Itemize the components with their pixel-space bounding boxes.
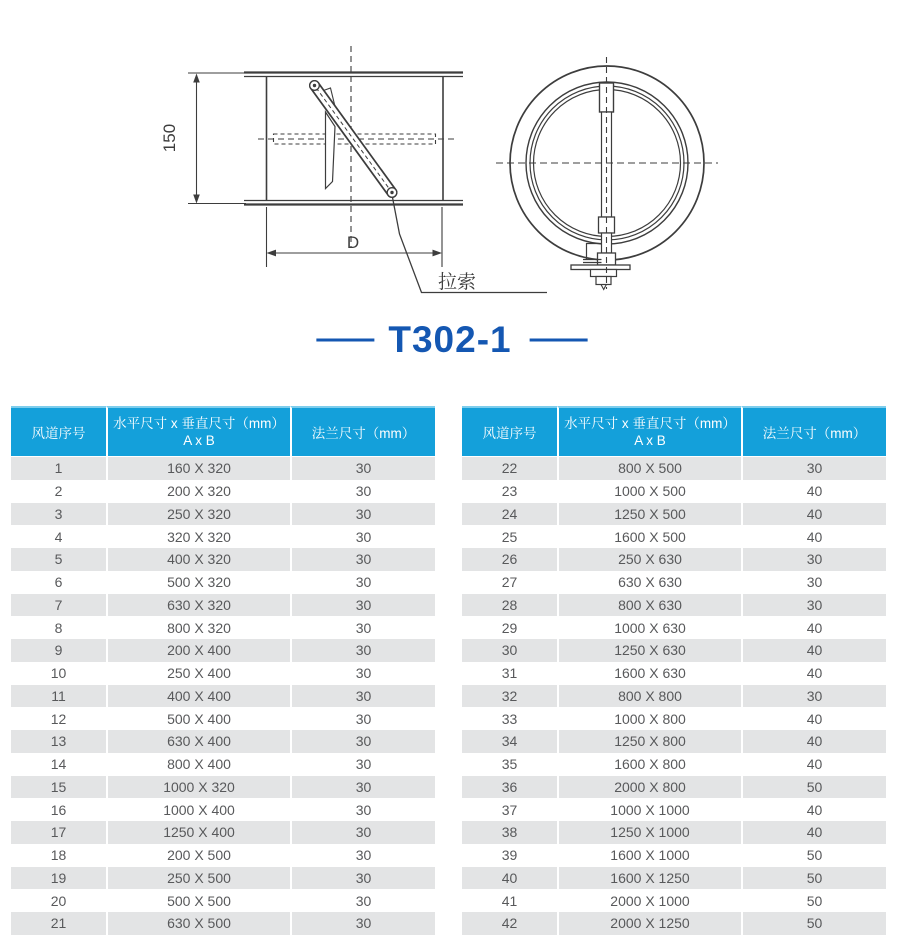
column-header-duct-index: 风道序号 — [11, 406, 106, 457]
duct-index-cell: 18 — [11, 844, 106, 867]
table-header — [11, 406, 435, 457]
size-cell: 1250 X 800 — [557, 730, 741, 753]
size-cell: 2000 X 1250 — [557, 912, 741, 935]
height-dimension-label: 150 — [160, 123, 179, 153]
flange-cell: 30 — [741, 594, 886, 617]
duct-index-cell: 4 — [11, 525, 106, 548]
table-row — [11, 753, 435, 776]
flange-cell: 30 — [290, 685, 435, 708]
flange-cell: 40 — [741, 503, 886, 526]
size-cell: 1250 X 400 — [106, 821, 290, 844]
column-header-flange: 法兰尺寸（mm） — [741, 406, 886, 457]
flange-cell: 30 — [741, 685, 886, 708]
table-row — [11, 503, 435, 526]
duct-index-cell: 23 — [462, 480, 557, 503]
height-dimension — [188, 73, 246, 204]
size-cell: 160 X 320 — [106, 457, 290, 480]
size-cell: 2000 X 1000 — [557, 889, 741, 912]
size-table-right — [462, 406, 886, 935]
flange-cell: 30 — [741, 571, 886, 594]
size-cell: 1600 X 800 — [557, 753, 741, 776]
table-row — [11, 685, 435, 708]
flange-cell: 30 — [290, 707, 435, 730]
duct-index-cell: 28 — [462, 594, 557, 617]
table-row — [462, 889, 886, 912]
size-cell: 1000 X 630 — [557, 616, 741, 639]
duct-index-cell: 29 — [462, 616, 557, 639]
table-row — [11, 616, 435, 639]
size-cell: 800 X 500 — [557, 457, 741, 480]
table-row — [11, 776, 435, 799]
table-row — [462, 457, 886, 480]
table-row — [462, 844, 886, 867]
size-cell: 630 X 630 — [557, 571, 741, 594]
duct-index-cell: 12 — [11, 707, 106, 730]
duct-index-cell: 2 — [11, 480, 106, 503]
duct-index-cell: 22 — [462, 457, 557, 480]
duct-index-cell: 42 — [462, 912, 557, 935]
size-header-line1: 水平尺寸 x 垂直尺寸（mm） — [113, 416, 285, 431]
duct-index-cell: 5 — [11, 548, 106, 571]
table-row — [11, 798, 435, 821]
flange-cell: 30 — [290, 548, 435, 571]
duct-index-cell: 35 — [462, 753, 557, 776]
size-cell: 1600 X 1000 — [557, 844, 741, 867]
size-cell: 500 X 320 — [106, 571, 290, 594]
size-cell: 630 X 500 — [106, 912, 290, 935]
flange-cell: 30 — [290, 594, 435, 617]
bottom-plate — [571, 265, 630, 270]
duct-index-cell: 37 — [462, 798, 557, 821]
table-row — [11, 867, 435, 890]
table-row — [462, 821, 886, 844]
table-row — [462, 776, 886, 799]
size-table-left — [11, 406, 435, 935]
duct-index-cell: 3 — [11, 503, 106, 526]
size-cell: 1250 X 630 — [557, 639, 741, 662]
duct-index-cell: 40 — [462, 867, 557, 890]
duct-index-cell: 21 — [11, 912, 106, 935]
duct-index-cell: 33 — [462, 707, 557, 730]
flange-cell: 30 — [290, 776, 435, 799]
table-row — [11, 457, 435, 480]
size-cell: 200 X 500 — [106, 844, 290, 867]
table-row — [462, 662, 886, 685]
size-cell: 400 X 320 — [106, 548, 290, 571]
size-cell: 1000 X 500 — [557, 480, 741, 503]
duct-index-cell: 14 — [11, 753, 106, 776]
duct-index-cell: 36 — [462, 776, 557, 799]
duct-index-cell: 25 — [462, 525, 557, 548]
duct-index-cell: 13 — [11, 730, 106, 753]
flange-cell: 40 — [741, 730, 886, 753]
table-row — [11, 912, 435, 935]
table-row — [462, 571, 886, 594]
size-cell: 1250 X 1000 — [557, 821, 741, 844]
duct-index-cell: 41 — [462, 889, 557, 912]
flange-cell: 30 — [290, 503, 435, 526]
flange-cell: 30 — [290, 867, 435, 890]
table-row — [462, 753, 886, 776]
header-row — [462, 406, 886, 457]
duct-index-cell: 31 — [462, 662, 557, 685]
size-cell: 250 X 320 — [106, 503, 290, 526]
size-cell: 800 X 630 — [557, 594, 741, 617]
duct-index-cell: 1 — [11, 457, 106, 480]
flange-cell: 40 — [741, 616, 886, 639]
table-row — [11, 730, 435, 753]
side-view-drawing — [188, 46, 547, 293]
flange-cell: 50 — [741, 776, 886, 799]
size-cell: 250 X 500 — [106, 867, 290, 890]
duct-index-cell: 17 — [11, 821, 106, 844]
table-row — [462, 525, 886, 548]
flange-cell: 30 — [290, 730, 435, 753]
table-row — [11, 480, 435, 503]
table-header — [462, 406, 886, 457]
size-cell: 800 X 320 — [106, 616, 290, 639]
flange-cell: 40 — [741, 639, 886, 662]
table-row — [462, 685, 886, 708]
flange-cell: 30 — [290, 912, 435, 935]
technical-drawing — [0, 0, 900, 312]
title-dash-left: —— — [316, 319, 371, 355]
model-title — [0, 318, 900, 362]
size-cell: 200 X 320 — [106, 480, 290, 503]
table-row — [11, 889, 435, 912]
table-row — [11, 844, 435, 867]
size-cell: 200 X 400 — [106, 639, 290, 662]
duct-index-cell: 32 — [462, 685, 557, 708]
diameter-dimension-label: D — [346, 233, 360, 252]
adjusting-nut — [591, 270, 617, 290]
flange-cell: 30 — [290, 480, 435, 503]
column-header-flange: 法兰尺寸（mm） — [290, 406, 435, 457]
duct-index-cell: 39 — [462, 844, 557, 867]
table-row — [462, 867, 886, 890]
title-dash-right: —— — [529, 319, 584, 355]
duct-index-cell: 20 — [11, 889, 106, 912]
flange-cell: 30 — [290, 753, 435, 776]
size-cell: 1000 X 800 — [557, 707, 741, 730]
size-cell: 630 X 400 — [106, 730, 290, 753]
flange-cell: 50 — [741, 844, 886, 867]
flange-cell: 30 — [290, 457, 435, 480]
flange-cell: 30 — [290, 798, 435, 821]
size-cell: 400 X 400 — [106, 685, 290, 708]
duct-index-cell: 30 — [462, 639, 557, 662]
table-body — [462, 457, 886, 935]
flange-cell: 40 — [741, 525, 886, 548]
duct-index-cell: 27 — [462, 571, 557, 594]
size-cell: 630 X 320 — [106, 594, 290, 617]
flange-cell: 40 — [741, 798, 886, 821]
flange-cell: 30 — [290, 639, 435, 662]
table-body — [11, 457, 435, 935]
duct-index-cell: 24 — [462, 503, 557, 526]
table-row — [462, 639, 886, 662]
table-row — [462, 548, 886, 571]
size-cell: 1600 X 630 — [557, 662, 741, 685]
table-row — [11, 548, 435, 571]
table-row — [11, 821, 435, 844]
table-row — [462, 730, 886, 753]
table-row — [462, 616, 886, 639]
flange-cell: 30 — [290, 662, 435, 685]
duct-index-cell: 10 — [11, 662, 106, 685]
size-header-line2: A x B — [634, 433, 666, 448]
size-cell: 500 X 400 — [106, 707, 290, 730]
duct-index-cell: 26 — [462, 548, 557, 571]
front-view-drawing — [496, 57, 718, 290]
cable-label: 拉索 — [438, 272, 477, 293]
size-cell: 800 X 800 — [557, 685, 741, 708]
model-number: T302-1 — [388, 319, 512, 360]
duct-index-cell: 9 — [11, 639, 106, 662]
duct-index-cell: 16 — [11, 798, 106, 821]
size-cell: 1600 X 500 — [557, 525, 741, 548]
size-cell: 1000 X 1000 — [557, 798, 741, 821]
table-row — [462, 912, 886, 935]
flange-cell: 30 — [290, 889, 435, 912]
flange-cell: 50 — [741, 912, 886, 935]
flange-cell: 50 — [741, 867, 886, 890]
table-row — [11, 594, 435, 617]
flange-cell: 30 — [290, 616, 435, 639]
size-cell: 320 X 320 — [106, 525, 290, 548]
header-row — [11, 406, 435, 457]
duct-index-cell: 7 — [11, 594, 106, 617]
column-header-size — [557, 406, 741, 457]
flange-cell: 50 — [741, 889, 886, 912]
flange-cell: 30 — [741, 457, 886, 480]
size-header-line2: A x B — [183, 433, 215, 448]
table-row — [11, 571, 435, 594]
size-cell: 1600 X 1250 — [557, 867, 741, 890]
table-row — [11, 639, 435, 662]
flange-cell: 40 — [741, 662, 886, 685]
size-cell: 1000 X 320 — [106, 776, 290, 799]
duct-index-cell: 19 — [11, 867, 106, 890]
flange-cell: 30 — [290, 844, 435, 867]
table-row — [11, 662, 435, 685]
table-row — [462, 707, 886, 730]
flange-cell: 40 — [741, 707, 886, 730]
duct-index-cell: 34 — [462, 730, 557, 753]
size-cell: 800 X 400 — [106, 753, 290, 776]
column-header-duct-index: 风道序号 — [462, 406, 557, 457]
flange-cell: 30 — [290, 571, 435, 594]
size-cell: 500 X 500 — [106, 889, 290, 912]
duct-index-cell: 6 — [11, 571, 106, 594]
duct-index-cell: 38 — [462, 821, 557, 844]
flange-cell: 40 — [741, 821, 886, 844]
size-cell: 250 X 400 — [106, 662, 290, 685]
flange-cell: 40 — [741, 480, 886, 503]
flange-cell: 30 — [290, 821, 435, 844]
size-header-line1: 水平尺寸 x 垂直尺寸（mm） — [564, 416, 736, 431]
duct-index-cell: 11 — [11, 685, 106, 708]
table-row — [11, 707, 435, 730]
table-row — [462, 480, 886, 503]
flange-cell: 30 — [741, 548, 886, 571]
table-row — [462, 503, 886, 526]
duct-index-cell: 8 — [11, 616, 106, 639]
size-cell: 250 X 630 — [557, 548, 741, 571]
table-row — [11, 525, 435, 548]
column-header-size — [106, 406, 290, 457]
size-cell: 1000 X 400 — [106, 798, 290, 821]
duct-index-cell: 15 — [11, 776, 106, 799]
blade-plate — [326, 112, 336, 189]
table-row — [462, 594, 886, 617]
size-cell: 1250 X 500 — [557, 503, 741, 526]
size-cell: 2000 X 800 — [557, 776, 741, 799]
flange-cell: 40 — [741, 753, 886, 776]
flange-cell: 30 — [290, 525, 435, 548]
table-row — [462, 798, 886, 821]
